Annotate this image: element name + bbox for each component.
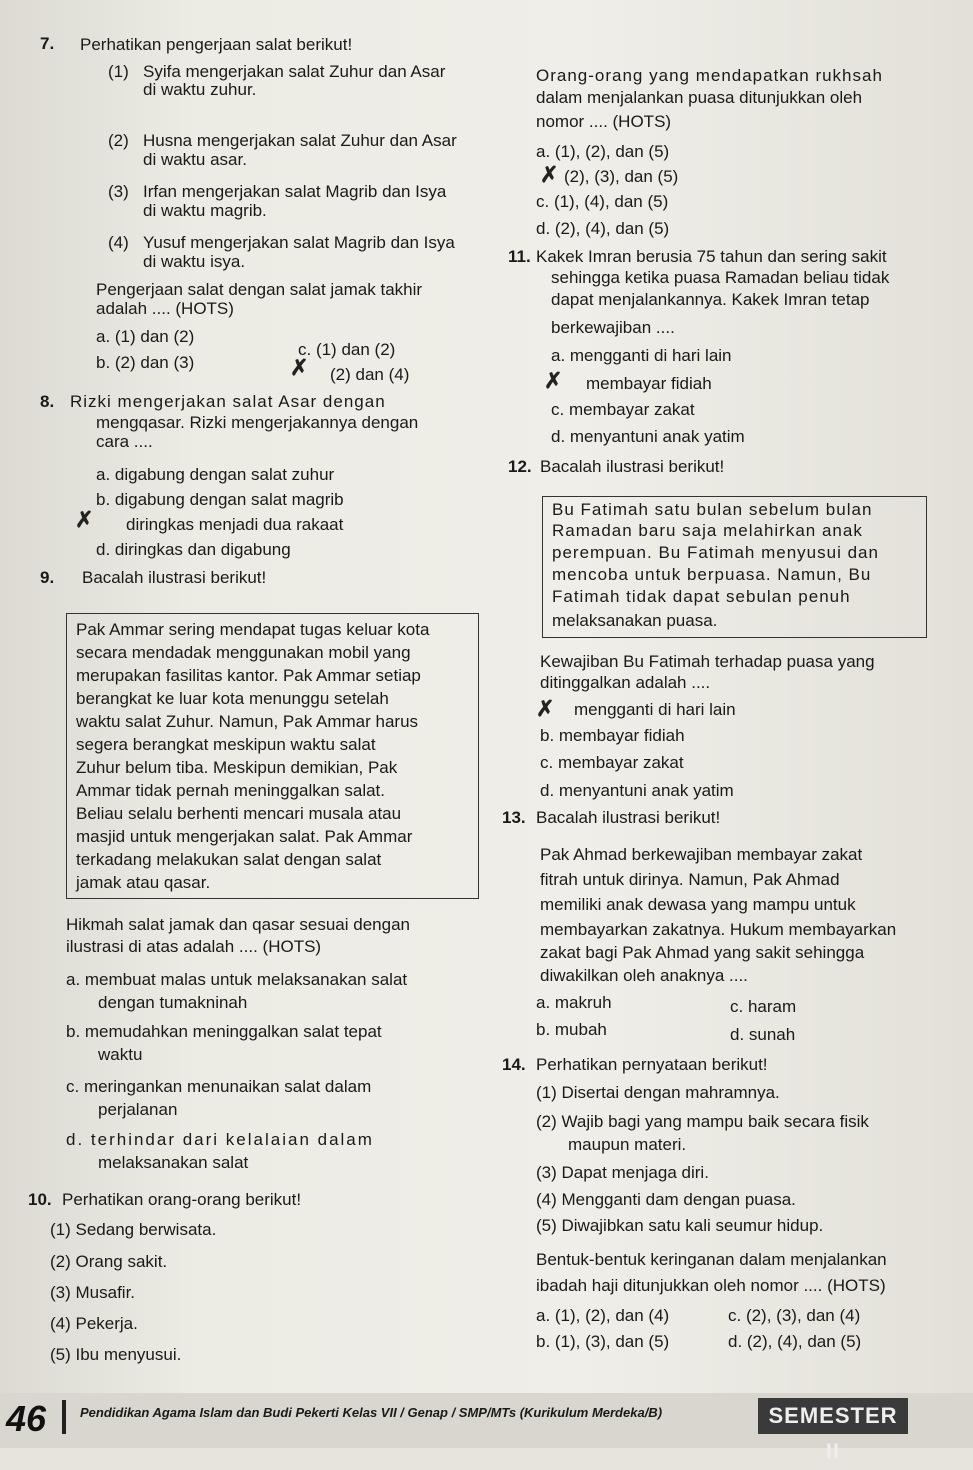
q10-cont-l1: Orang-orang yang mendapatkan rukhsah [536, 66, 883, 85]
q9-option-b-l1: b. memudahkan meninggalkan salat tepat [66, 1022, 382, 1041]
q10-item5: (5) Ibu menyusui. [50, 1345, 182, 1364]
q14-item5: (5) Diwajibkan satu kali seumur hidup. [536, 1216, 824, 1235]
footer-divider [62, 1400, 66, 1434]
q12-option-b: b. membayar fidiah [540, 726, 685, 745]
q10-stem: Perhatikan orang-orang berikut! [62, 1190, 302, 1209]
q11-option-b: membayar fidiah [586, 374, 712, 393]
q9-box-l8: Ammar tidak pernah meninggalkan salat. [76, 781, 385, 800]
q13-box-l2: fitrah untuk dirinya. Namun, Pak Ahmad [540, 870, 840, 889]
q9-box-l4: berangkat ke luar kota menunggu setelah [76, 689, 389, 708]
q7-number: 7. [40, 34, 55, 53]
q7-question-l2: adalah .... (HOTS) [96, 299, 234, 318]
q14-option-d: d. (2), (4), dan (5) [728, 1332, 862, 1351]
q8-l1: Rizki mengerjakan salat Asar dengan [70, 392, 386, 411]
q10-item3: (3) Musafir. [50, 1283, 136, 1302]
q12-question-l1: Kewajiban Bu Fatimah terhadap puasa yang [540, 652, 875, 671]
q13-box-l4: membayarkan zakatnya. Hukum membayarkan [540, 920, 897, 939]
q10-item2: (2) Orang sakit. [50, 1252, 168, 1271]
q11-l4: berkewajiban .... [551, 318, 675, 337]
q7-item1-l2: di waktu zuhur. [143, 80, 257, 99]
q8-l3: cara .... [96, 432, 153, 451]
q8-option-d: d. diringkas dan digabung [96, 540, 291, 559]
q11-option-c: c. membayar zakat [551, 400, 695, 419]
q10-option-b: (2), (3), dan (5) [564, 167, 679, 186]
q14-question-l2: ibadah haji ditunjukkan oleh nomor .... (HOTS) [536, 1276, 886, 1295]
q13-stem: Bacalah ilustrasi berikut! [536, 808, 721, 827]
q7-option-d: (2) dan (4) [330, 365, 410, 384]
q9-box-l6: segera berangkat meskipun waktu salat [76, 735, 376, 754]
q9-box-l9: Beliau selalu berhenti mencari musala atau [76, 804, 402, 823]
q12-box-l5: Fatimah tidak dapat sebulan penuh [552, 587, 851, 606]
q13-box-l3: memiliki anak dewasa yang mampu untuk [540, 895, 856, 914]
q7-option-b: b. (2) dan (3) [96, 353, 195, 372]
q14-item1: (1) Disertai dengan mahramnya. [536, 1083, 780, 1102]
q9-option-a-l2: dengan tumakninah [98, 993, 248, 1012]
q12-box-l3: perempuan. Bu Fatimah menyusui dan [552, 543, 879, 562]
q11-l2: sehingga ketika puasa Ramadan beliau tidak [551, 268, 890, 287]
q14-number: 14. [502, 1055, 526, 1074]
q9-option-a-l1: a. membuat malas untuk melaksanakan salat [66, 970, 408, 989]
q7-stem: Perhatikan pengerjaan salat berikut! [80, 35, 353, 54]
semester-badge: SEMESTER II [758, 1398, 908, 1434]
q13-box-l1: Pak Ahmad berkewajiban membayar zakat [540, 845, 863, 864]
q12-box-l6: melaksanakan puasa. [552, 611, 718, 630]
q10-option-c: c. (1), (4), dan (5) [536, 192, 669, 211]
q14-item3: (3) Dapat menjaga diri. [536, 1163, 709, 1182]
q9-box-l12: jamak atau qasar. [76, 873, 211, 892]
q14-item2-l1: (2) Wajib bagi yang mampu baik secara fisik [536, 1112, 869, 1131]
q7-item3-num: (3) [108, 182, 129, 201]
q12-number: 12. [508, 457, 532, 476]
q12-box-l1: Bu Fatimah satu bulan sebelum bulan [552, 500, 873, 519]
q7-item4-l2: di waktu isya. [143, 252, 246, 271]
q12-question-l2: ditinggalkan adalah .... [540, 673, 711, 692]
q14-item4: (4) Mengganti dam dengan puasa. [536, 1190, 796, 1209]
q12-option-c: c. membayar zakat [540, 753, 684, 772]
q8-option-b: b. digabung dengan salat magrib [96, 490, 344, 509]
q9-option-d-l2: melaksanakan salat [98, 1153, 249, 1172]
q14-question-l1: Bentuk-bentuk keringanan dalam menjalankan [536, 1250, 887, 1269]
q7-option-a: a. (1) dan (2) [96, 327, 195, 346]
q14-option-a: a. (1), (2), dan (4) [536, 1306, 670, 1325]
q14-stem: Perhatikan pernyataan berikut! [536, 1055, 768, 1074]
q9-box-l7: Zuhur belum tiba. Meskipun demikian, Pak [76, 758, 398, 777]
q14-option-c: c. (2), (3), dan (4) [728, 1306, 861, 1325]
q7-item4-l1: Yusuf mengerjakan salat Magrib dan Isya [143, 233, 455, 252]
footer-book-title: Pendidikan Agama Islam dan Budi Pekerti Kelas VII / Genap / SMP/MTs (Kurikulum Merdeka/B) [80, 1405, 663, 1420]
q10-item4: (4) Pekerja. [50, 1314, 138, 1333]
q12-answer-cross-icon: ✗ [536, 696, 555, 721]
q10-option-d: d. (2), (4), dan (5) [536, 219, 670, 238]
q13-option-d: d. sunah [730, 1025, 796, 1044]
q11-number: 11. [508, 247, 531, 266]
q13-box-l5: zakat bagi Pak Ahmad yang sakit sehingga [540, 943, 865, 962]
q11-option-d: d. menyantuni anak yatim [551, 427, 745, 446]
q7-answer-cross-icon: ✗ [290, 355, 309, 380]
q8-option-a: a. digabung dengan salat zuhur [96, 465, 335, 484]
q7-item2-num: (2) [108, 131, 129, 150]
q14-item2-l2: maupun materi. [568, 1135, 687, 1154]
q11-l3: dapat menjalankannya. Kakek Imran tetap [551, 290, 870, 309]
q12-stem: Bacalah ilustrasi berikut! [540, 457, 725, 476]
q7-option-c: c. (1) dan (2) [298, 340, 396, 359]
q11-option-a: a. mengganti di hari lain [551, 346, 732, 365]
q13-box-l6: diwakilkan oleh anaknya .... [540, 966, 748, 985]
q9-option-c-l2: perjalanan [98, 1100, 178, 1119]
q10-number: 10. [28, 1190, 52, 1209]
q9-number: 9. [40, 568, 55, 587]
q9-question-l2: ilustrasi di atas adalah .... (HOTS) [66, 937, 322, 956]
page-number: 46 [6, 1398, 47, 1439]
q13-option-b: b. mubah [536, 1020, 607, 1039]
q8-option-c: diringkas menjadi dua rakaat [126, 515, 344, 534]
q7-item2-l2: di waktu asar. [143, 150, 247, 169]
q10-cont-l2: dalam menjalankan puasa ditunjukkan oleh [536, 88, 863, 107]
q7-item1-num: (1) [108, 62, 129, 81]
q9-option-b-l2: waktu [98, 1045, 143, 1064]
q9-box-l5: waktu salat Zuhur. Namun, Pak Ammar harus [76, 712, 419, 731]
q10-item1: (1) Sedang berwisata. [50, 1220, 217, 1239]
q13-option-c: c. haram [730, 997, 797, 1016]
q12-option-a: mengganti di hari lain [574, 700, 736, 719]
q8-l2: mengqasar. Rizki mengerjakannya dengan [96, 413, 419, 432]
q9-box-l11: terkadang melakukan salat dengan salat [76, 850, 382, 869]
q9-box-l2: secara mendadak menggunakan mobil yang [76, 643, 411, 662]
q7-item3-l1: Irfan mengerjakan salat Magrib dan Isya [143, 182, 447, 201]
q9-question-l1: Hikmah salat jamak dan qasar sesuai dengan [66, 915, 410, 934]
q13-number: 13. [502, 808, 526, 827]
q7-question-l1: Pengerjaan salat dengan salat jamak takhir [96, 280, 423, 299]
q10-answer-cross-icon: ✗ [540, 162, 559, 187]
q9-stem: Bacalah ilustrasi berikut! [82, 568, 267, 587]
q12-option-d: d. menyantuni anak yatim [540, 781, 734, 800]
q12-box-l4: mencoba untuk berpuasa. Namun, Bu [552, 565, 872, 584]
q9-box-l1: Pak Ammar sering mendapat tugas keluar kota [76, 620, 430, 639]
q11-l1: Kakek Imran berusia 75 tahun dan sering sakit [536, 247, 887, 266]
q9-option-d-l1: d. terhindar dari kelalaian dalam [66, 1130, 374, 1149]
q8-number: 8. [40, 392, 55, 411]
q7-item1-l1: Syifa mengerjakan salat Zuhur dan Asar [143, 62, 446, 81]
q8-answer-cross-icon: ✗ [75, 507, 94, 532]
q9-box-l3: merupakan fasilitas kantor. Pak Ammar setiap [76, 666, 421, 685]
q7-item4-num: (4) [108, 233, 129, 252]
q11-answer-cross-icon: ✗ [544, 368, 563, 393]
q12-box-l2: Ramadan baru saja melahirkan anak [552, 521, 863, 540]
q13-option-a: a. makruh [536, 993, 612, 1012]
q7-item3-l2: di waktu magrib. [143, 201, 267, 220]
q14-option-b: b. (1), (3), dan (5) [536, 1332, 670, 1351]
q9-box-l10: masjid untuk mengerjakan salat. Pak Ammar [76, 827, 413, 846]
q10-cont-l3: nomor .... (HOTS) [536, 112, 672, 131]
q10-option-a: a. (1), (2), dan (5) [536, 142, 670, 161]
q9-option-c-l1: c. meringankan menunaikan salat dalam [66, 1077, 372, 1096]
q7-item2-l1: Husna mengerjakan salat Zuhur dan Asar [143, 131, 457, 150]
